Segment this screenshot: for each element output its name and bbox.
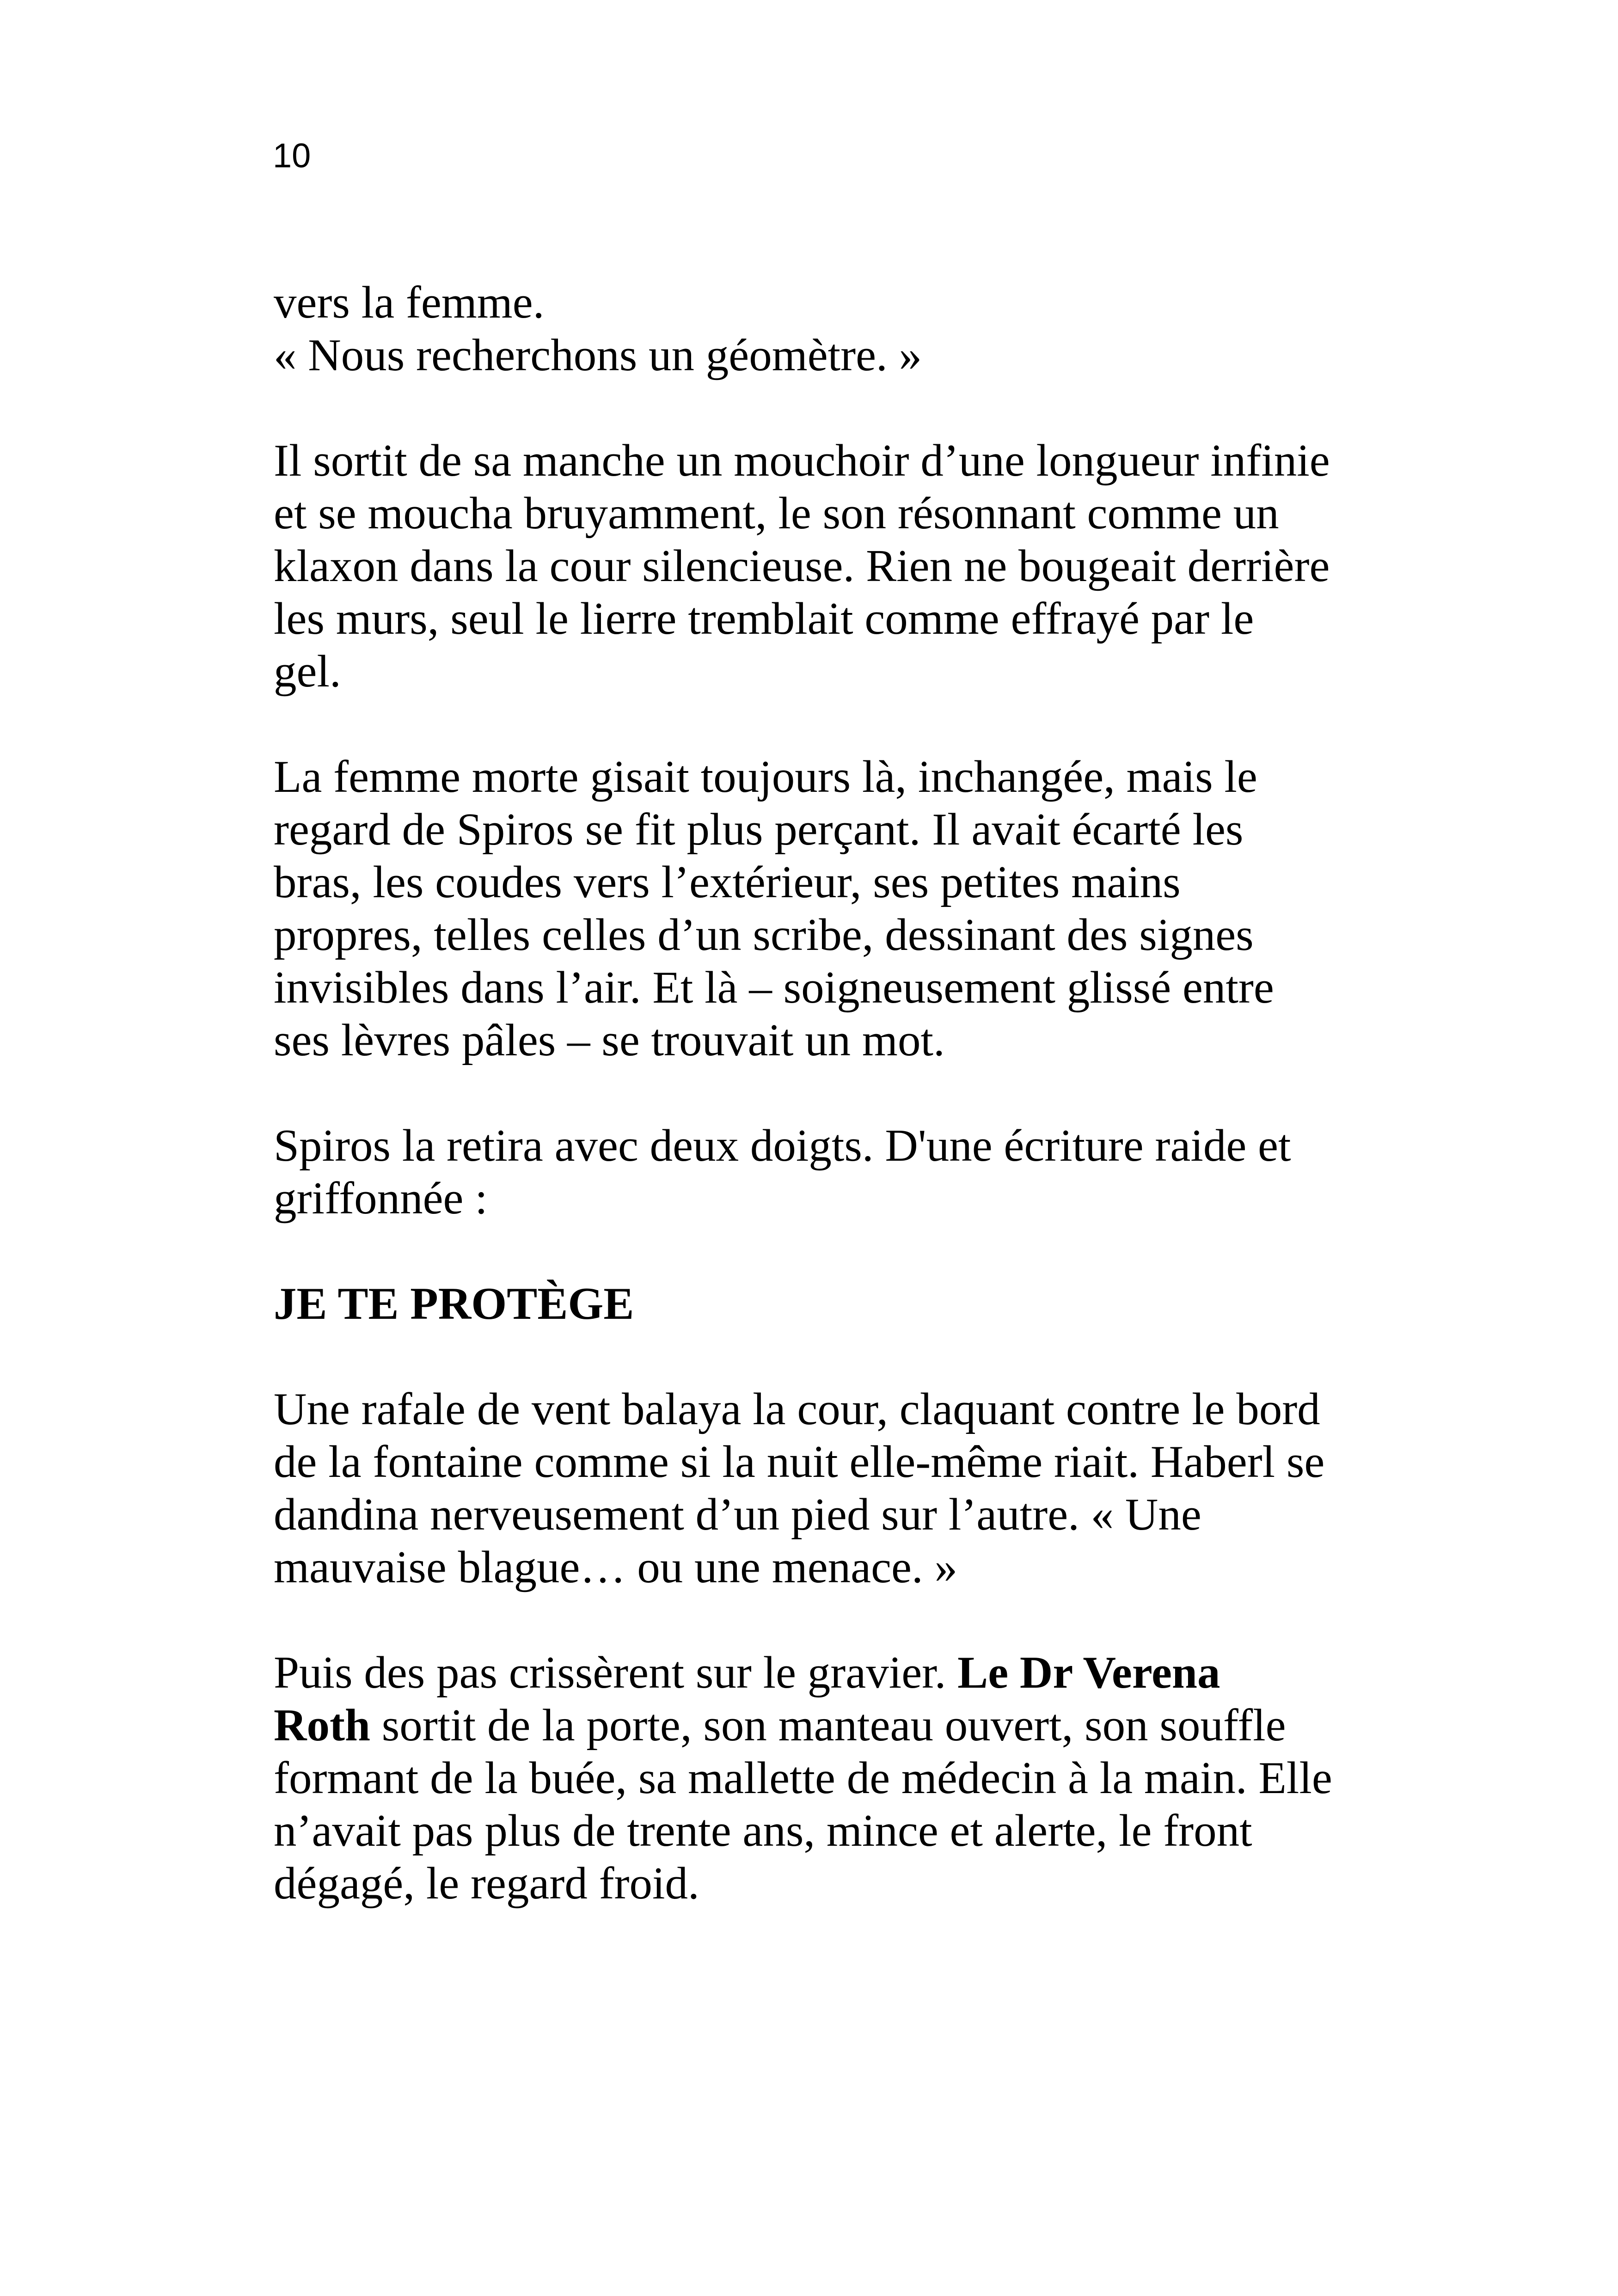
note-heading: JE TE PROTÈGE — [274, 1279, 634, 1329]
character-name: Roth — [274, 1700, 371, 1751]
text-line: Il sortit de sa manche un mouchoir d’une longueur infinie — [274, 435, 1330, 486]
text-line: propres, telles celles d’un scribe, dessinant des signes — [274, 910, 1254, 960]
text-line: La femme morte gisait toujours là, inchangée, mais le — [274, 752, 1257, 802]
character-name: Le Dr Verena — [957, 1647, 1220, 1698]
body-text — [274, 276, 1383, 1963]
text-line: n’avait pas plus de trente ans, mince et alerte, le front — [274, 1806, 1252, 1856]
text-line: et se moucha bruyamment, le son résonnant comme un — [274, 488, 1279, 539]
text-line: griffonnée : — [274, 1173, 488, 1224]
paragraph — [274, 276, 1383, 382]
text-line: Spiros la retira avec deux doigts. D'une écriture raide et — [274, 1120, 1291, 1171]
paragraph — [274, 435, 1383, 698]
text-run: Puis des pas crissèrent sur le gravier. — [274, 1647, 958, 1698]
text-line: klaxon dans la cour silencieuse. Rien ne bougeait derrière — [274, 541, 1330, 591]
text-line — [274, 1647, 1383, 1699]
text-line: dandina nerveusement d’un pied sur l’autre. « Une — [274, 1489, 1201, 1540]
paragraph — [274, 751, 1383, 1067]
text-line: dégagé, le regard froid. — [274, 1858, 699, 1909]
text-line: bras, les coudes vers l’extérieur, ses petites mains — [274, 857, 1181, 907]
text-line: gel. — [274, 646, 341, 697]
text-line: « Nous recherchons un géomètre. » — [274, 330, 922, 380]
paragraph — [274, 1647, 1383, 1910]
text-line: regard de Spiros se fit plus perçant. Il avait écarté les — [274, 804, 1244, 855]
text-line: formant de la buée, sa mallette de médecin à la main. Elle — [274, 1753, 1332, 1803]
paragraph — [274, 1120, 1383, 1225]
text-run: sortit de la porte, son manteau ouvert, son souffle — [370, 1700, 1286, 1751]
text-line: invisibles dans l’air. Et là – soigneusement glissé entre — [274, 962, 1274, 1013]
text-line — [274, 1699, 1383, 1752]
text-line: ses lèvres pâles – se trouvait un mot. — [274, 1015, 945, 1065]
paragraph — [274, 1383, 1383, 1594]
page-number: 10 — [273, 136, 311, 175]
text-line: mauvaise blague… ou une menace. » — [274, 1542, 957, 1592]
text-line: de la fontaine comme si la nuit elle-même riait. Haberl se — [274, 1437, 1325, 1487]
text-line: les murs, seul le lierre tremblait comme effrayé par le — [274, 594, 1254, 644]
text-line: Une rafale de vent balaya la cour, claquant contre le bord — [274, 1384, 1320, 1434]
text-line: vers la femme. — [274, 277, 545, 328]
